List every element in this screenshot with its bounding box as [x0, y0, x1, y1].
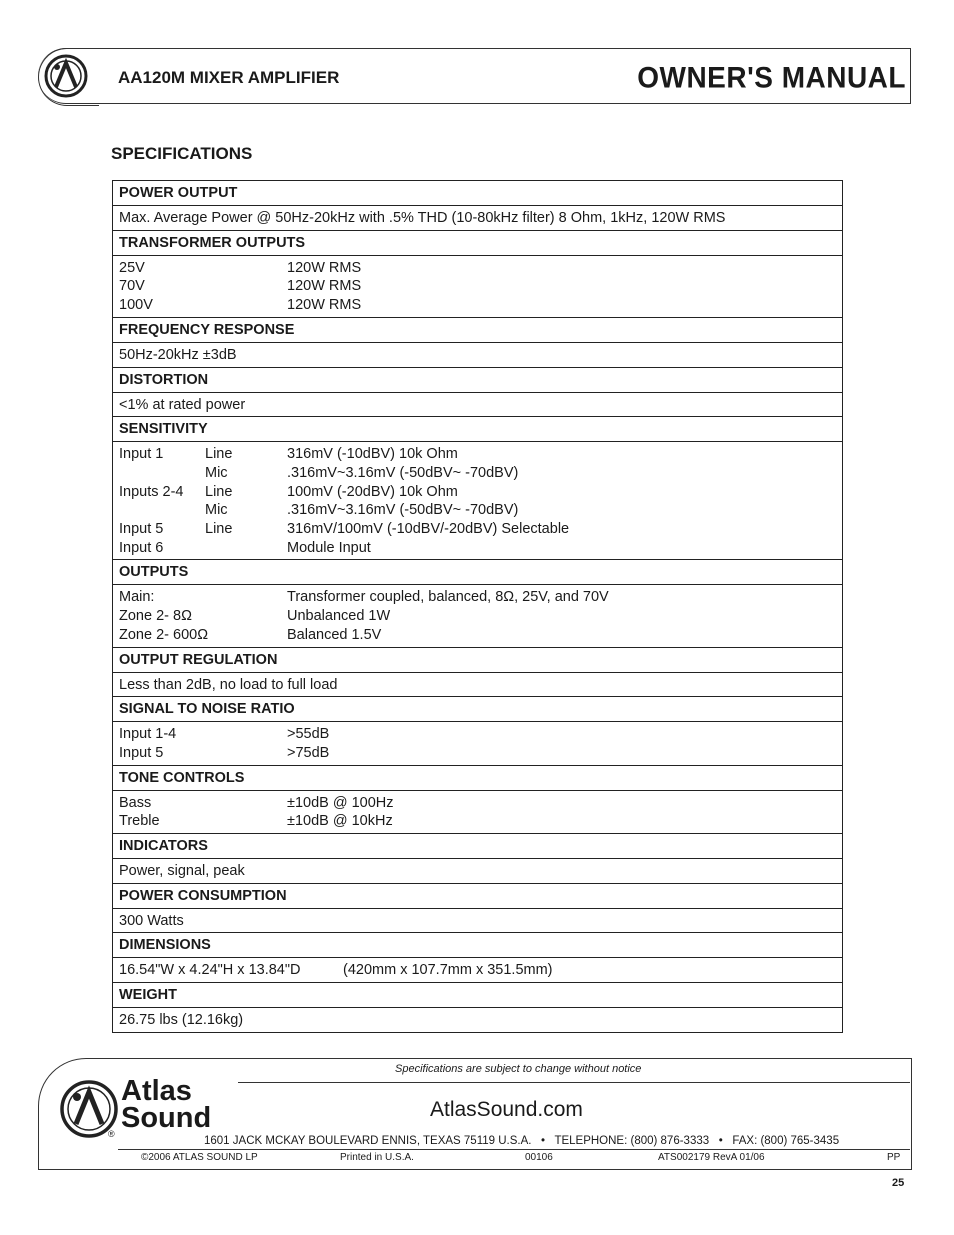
footer-divider	[118, 1149, 910, 1150]
spec-value: Transformer coupled, balanced, 8Ω, 25V, and 70V	[287, 589, 609, 606]
document-number: ATS002179 RevA 01/06	[658, 1152, 765, 1163]
spec-row	[119, 464, 836, 483]
spec-row	[119, 277, 836, 296]
spec-row	[119, 725, 836, 744]
specifications-heading: SPECIFICATIONS	[111, 144, 253, 163]
spec-value: 120W RMS	[287, 297, 362, 314]
spec-label: Inputs 2-4	[119, 483, 184, 500]
spec-type: Line	[205, 483, 233, 500]
section-body	[113, 343, 842, 368]
spec-value: 316mV/100mV (-10dBV/-20dBV) Selectable	[287, 521, 570, 538]
website-link[interactable]: AtlasSound.com	[430, 1098, 583, 1121]
spec-row	[119, 588, 836, 607]
spec-row	[119, 626, 836, 645]
section-heading: POWER OUTPUT	[113, 181, 842, 206]
section-heading: POWER CONSUMPTION	[113, 884, 842, 909]
spec-row	[119, 812, 836, 831]
section-body	[113, 442, 842, 560]
brand-wordmark	[121, 1075, 212, 1134]
spec-row	[119, 794, 836, 813]
section-body	[113, 791, 842, 834]
section-body	[113, 673, 842, 698]
section-heading: TRANSFORMER OUTPUTS	[113, 231, 842, 256]
spec-label: Input 5	[119, 521, 164, 538]
section-heading: DISTORTION	[113, 368, 842, 393]
spec-label	[119, 464, 205, 483]
spec-value: Unbalanced 1W	[287, 608, 391, 625]
spec-label: 70V	[119, 278, 145, 295]
spec-row	[119, 259, 836, 278]
power-output-text: Max. Average Power @ 50Hz-20kHz with .5% THD (10-80kHz filter) 8 Ohm, 1kHz, 120W RMS	[119, 210, 726, 226]
section-body	[113, 1008, 842, 1032]
section-body	[113, 958, 842, 983]
spec-label: Input 1-4	[119, 726, 177, 743]
section-body	[113, 722, 842, 765]
printed-in: Printed in U.S.A.	[340, 1152, 414, 1163]
spec-value: .316mV~3.16mV (-50dBV~ -70dBV)	[287, 502, 519, 519]
spec-value: .316mV~3.16mV (-50dBV~ -70dBV)	[287, 464, 519, 481]
section-body	[113, 256, 842, 318]
spec-label: Input 1	[119, 446, 164, 463]
spec-label	[119, 501, 205, 520]
section-heading: INDICATORS	[113, 834, 842, 859]
spec-value: Balanced 1.5V	[287, 626, 382, 643]
spec-value: Module Input	[287, 539, 371, 556]
spec-label: Input 5	[119, 744, 164, 761]
section-body	[113, 859, 842, 884]
spec-label: Treble	[119, 813, 160, 830]
spec-value: 120W RMS	[287, 259, 362, 276]
spec-row	[119, 520, 836, 539]
spec-type	[205, 539, 287, 558]
indicators-text: Power, signal, peak	[119, 863, 245, 880]
address-line: 1601 JACK MCKAY BOULEVARD ENNIS, TEXAS 75119 U.S.A. • TELEPHONE: (800) 876-3333 • FAX: (800) 765-3435	[204, 1135, 840, 1147]
power-consumption-text: 300 Watts	[119, 912, 184, 929]
spec-value: >75dB	[287, 744, 330, 761]
spec-row	[119, 296, 836, 315]
footer-divider	[238, 1082, 910, 1083]
atlas-logo-icon	[42, 52, 90, 100]
copyright: ©2006 ATLAS SOUND LP	[141, 1152, 258, 1163]
weight-text: 26.75 lbs (12.16kg)	[119, 1012, 244, 1029]
owners-manual-title: OWNER'S MANUAL	[637, 61, 906, 94]
section-heading: FREQUENCY RESPONSE	[113, 318, 842, 343]
spec-value: 100mV (-20dBV) 10k Ohm	[287, 483, 458, 500]
section-heading: DIMENSIONS	[113, 933, 842, 958]
output-regulation-text: Less than 2dB, no load to full load	[119, 676, 338, 693]
section-body	[113, 909, 842, 934]
spec-label: Main:	[119, 589, 155, 606]
registered-mark: ®	[108, 1129, 115, 1139]
print-code: 00106	[525, 1152, 553, 1163]
spec-row	[119, 961, 836, 980]
section-heading: WEIGHT	[113, 983, 842, 1008]
model-title: AA120M MIXER AMPLIFIER	[118, 68, 340, 87]
brand-line: Atlas	[121, 1075, 192, 1107]
disclaimer: Specifications are subject to change without notice	[395, 1063, 642, 1075]
brand-line: Sound	[121, 1102, 212, 1134]
spec-value: >55dB	[287, 726, 330, 743]
spec-label: 25V	[119, 259, 145, 276]
spec-value: ±10dB @ 100Hz	[287, 794, 394, 811]
section-heading: SENSITIVITY	[113, 417, 842, 442]
spec-type: Mic	[205, 502, 228, 519]
spec-label: Zone 2- 600Ω	[119, 626, 209, 643]
dimensions-metric: (420mm x 107.7mm x 351.5mm)	[343, 962, 553, 979]
section-heading: OUTPUT REGULATION	[113, 648, 842, 673]
spec-value: ±10dB @ 10kHz	[287, 813, 393, 830]
spec-row	[119, 445, 836, 464]
section-heading: OUTPUTS	[113, 560, 842, 585]
section-heading: SIGNAL TO NOISE RATIO	[113, 697, 842, 722]
spec-row	[119, 501, 836, 520]
section-body	[113, 585, 842, 647]
spec-type: Line	[205, 446, 233, 463]
section-body	[113, 206, 842, 231]
page-number: 25	[892, 1177, 905, 1189]
spec-type: Line	[205, 521, 233, 538]
section-body	[113, 393, 842, 418]
spec-value: 316mV (-10dBV) 10k Ohm	[287, 446, 458, 463]
spec-label: 100V	[119, 297, 153, 314]
spec-value: 120W RMS	[287, 278, 362, 295]
spec-label: Zone 2- 8Ω	[119, 608, 192, 625]
spec-row	[119, 539, 836, 558]
spec-row	[119, 744, 836, 763]
frequency-response-text: 50Hz-20kHz ±3dB	[119, 346, 237, 363]
spec-type: Mic	[205, 464, 228, 481]
spec-table	[112, 180, 843, 1033]
distortion-text: <1% at rated power	[119, 396, 246, 413]
spec-label: Bass	[119, 794, 152, 811]
spec-label: Input 6	[119, 539, 164, 556]
spec-row	[119, 607, 836, 626]
pp-mark: PP	[887, 1152, 901, 1163]
spec-row	[119, 483, 836, 502]
dimensions-imperial: 16.54"W x 4.24"H x 13.84"D	[119, 962, 301, 979]
section-heading: TONE CONTROLS	[113, 766, 842, 791]
